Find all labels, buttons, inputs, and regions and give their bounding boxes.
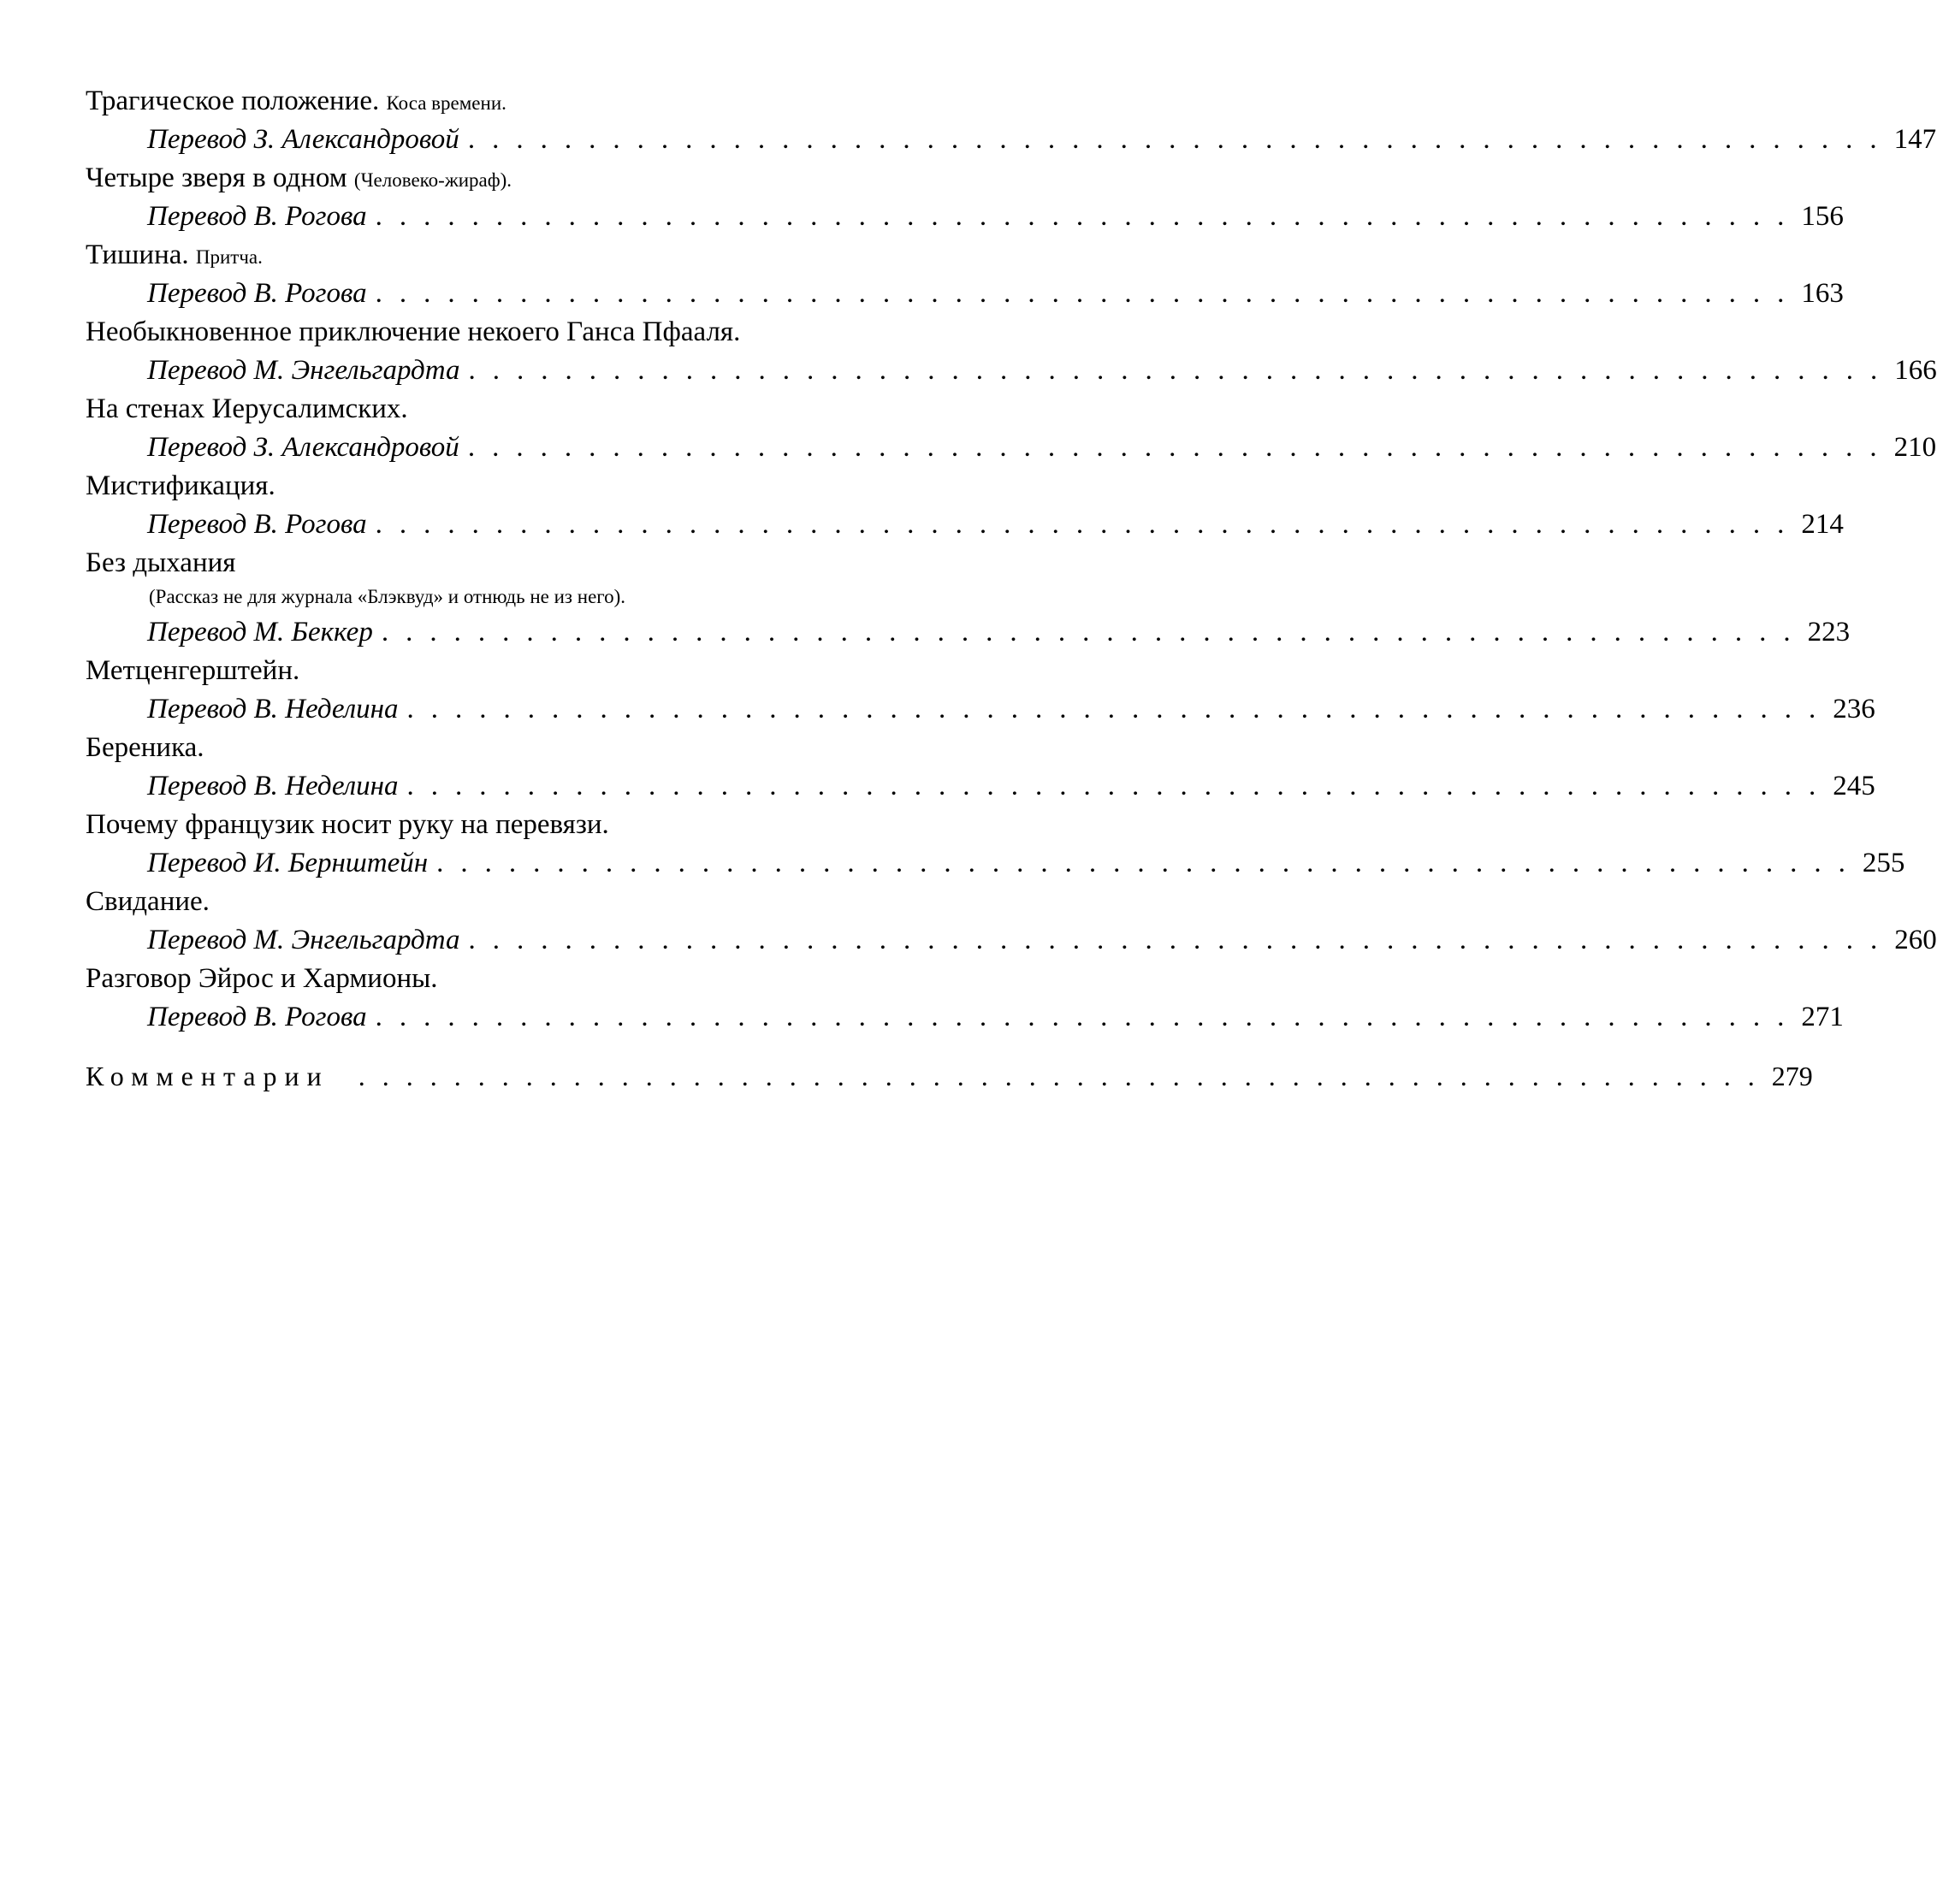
entry-translator: Перевод М. Беккер [147, 617, 373, 647]
toc-comments-entry [86, 1055, 1813, 1097]
entry-title-line [86, 652, 1095, 689]
entry-translator-line [86, 843, 1905, 883]
toc-entry [86, 729, 1875, 806]
entry-page-number: 166 [1894, 355, 1937, 386]
entry-title: Свидание. [86, 886, 210, 917]
entry-translator-line [86, 997, 1844, 1037]
entry-translator-line [86, 351, 1937, 390]
entry-translator: Перевод В. Рогова [147, 1002, 367, 1032]
entry-title: На стенах Иерусалимских. [86, 393, 408, 424]
entry-title: Почему французик носит руку на перевязи. [86, 809, 609, 840]
leader-dots: ........................................................... [358, 1061, 1772, 1091]
entry-subtitle: Притча. [195, 246, 263, 268]
leader-dots: ........................................................... [468, 355, 1895, 386]
entry-translator-line [86, 120, 1937, 159]
entry-title: Разговор Эйрос и Хармионы. [86, 963, 438, 994]
entry-translator-line [86, 766, 1875, 806]
toc-entry [86, 544, 1851, 652]
toc-entry [86, 806, 1905, 883]
toc-entry [86, 883, 1937, 960]
comments-label: Комментарии [86, 1061, 329, 1091]
leader-dots: ........................................................... [406, 771, 1833, 801]
entry-title: Тишина. [86, 239, 189, 270]
leader-dots: ........................................................... [467, 124, 1894, 155]
entry-subtitle-line: (Рассказ не для журнала «Блэквуд» и отнюдь не из него). [149, 586, 626, 607]
entry-page-number: 163 [1801, 278, 1844, 309]
table-of-contents [86, 82, 1937, 1097]
toc-entry [86, 960, 1844, 1037]
entry-translator-line [86, 505, 1844, 544]
entry-title-line [86, 159, 1095, 197]
toc-entry [86, 313, 1937, 390]
leader-dots: ........................................................... [468, 925, 1895, 955]
entry-title: Четыре зверя в одном [86, 163, 347, 193]
entry-title: Мистификация. [86, 470, 275, 501]
entry-title-line [86, 883, 1095, 920]
leader-dots: ........................................................... [375, 201, 1802, 232]
entry-page-number: 147 [1893, 124, 1937, 155]
entry-title: Береника. [86, 732, 204, 763]
entry-title-line [86, 236, 1095, 274]
entry-translator: Перевод М. Энгельгардта [147, 355, 460, 386]
entry-title-line [86, 806, 1095, 843]
toc-entry [86, 236, 1844, 313]
entry-title-line [86, 729, 1095, 766]
toc-entry [86, 82, 1937, 159]
entry-translator: Перевод В. Рогова [147, 201, 367, 232]
entry-translator-line [86, 428, 1937, 467]
entry-translator: Перевод В. Рогова [147, 509, 367, 540]
entry-title-line [86, 82, 1095, 120]
entry-translator: Перевод М. Энгельгардта [147, 925, 460, 955]
leader-dots: ........................................................... [406, 694, 1833, 724]
entry-translator: Перевод В. Рогова [147, 278, 367, 309]
entry-page-number: 210 [1893, 432, 1937, 463]
leader-dots: ........................................................... [375, 509, 1802, 540]
entry-translator-line [86, 274, 1844, 313]
entry-title: Необыкновенное приключение некоего Ганса Пфааля. [86, 316, 741, 347]
entry-translator: Перевод В. Неделина [147, 694, 399, 724]
entry-translator-line [86, 920, 1937, 960]
toc-entry [86, 652, 1875, 729]
entry-page-number: 156 [1801, 201, 1844, 232]
toc-entry [86, 390, 1937, 467]
entry-title-line [86, 390, 1095, 428]
entry-translator: Перевод З. Александровой [147, 432, 459, 463]
leader-dots: ........................................................... [375, 1002, 1802, 1032]
entry-translator-line [86, 197, 1844, 236]
entry-title-line [86, 313, 1095, 351]
entry-translator: Перевод И. Бернштейн [147, 848, 429, 878]
leader-dots: ........................................................... [381, 617, 1808, 647]
entry-subtitle: Коса времени. [386, 92, 506, 114]
leader-dots: ........................................................... [436, 848, 1863, 878]
entry-page-number: 260 [1894, 925, 1937, 955]
entry-translator-line [86, 612, 1851, 652]
leader-dots: ........................................................... [467, 432, 1894, 463]
entry-title-line [86, 467, 1095, 505]
entry-page-number: 223 [1807, 617, 1851, 647]
leader-dots: ........................................................... [375, 278, 1802, 309]
entry-subtitle: (Человеко-жираф). [353, 169, 512, 191]
entry-title-line [86, 960, 1095, 997]
comments-page-number: 279 [1771, 1061, 1813, 1091]
toc-entry [86, 467, 1844, 544]
toc-entry [86, 159, 1844, 236]
entry-page-number: 236 [1833, 694, 1875, 724]
entry-page-number: 214 [1801, 509, 1844, 540]
entry-translator: Перевод В. Неделина [147, 771, 399, 801]
entry-page-number: 245 [1833, 771, 1875, 801]
entry-translator: Перевод З. Александровой [147, 124, 459, 155]
entry-title: Без дыхания [86, 547, 236, 578]
entry-page-number: 271 [1801, 1002, 1844, 1032]
entry-title: Метценгерштейн. [86, 655, 300, 686]
entry-title: Трагическое положение. [86, 86, 380, 116]
entry-title-line [86, 544, 1095, 582]
entry-translator-line [86, 689, 1875, 729]
entry-page-number: 255 [1862, 848, 1905, 878]
